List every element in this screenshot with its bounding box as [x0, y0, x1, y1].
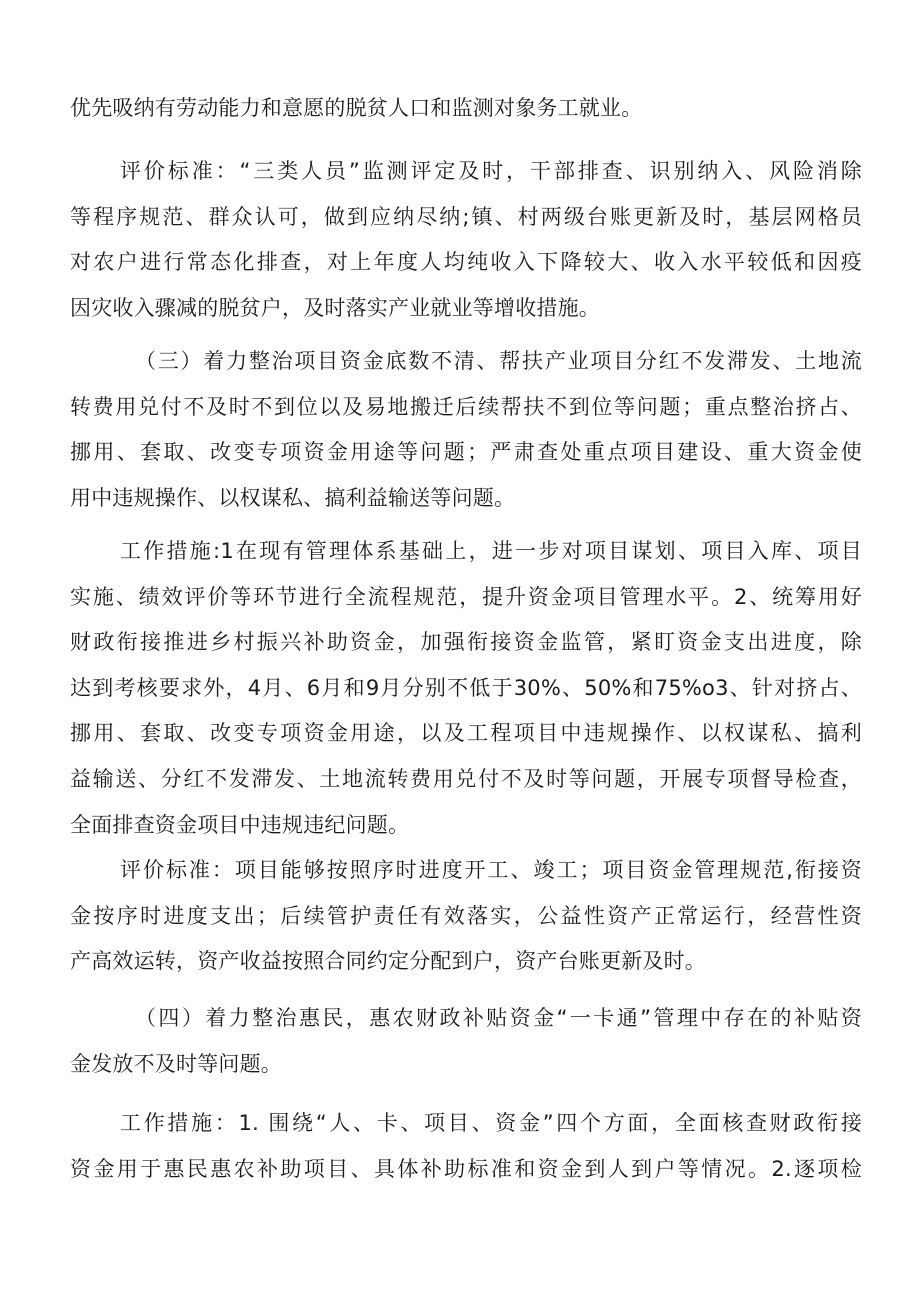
paragraph-line: 等程序规范、群众认可，做到应纳尽纳;镇、村两级台账更新及时，基层网格员	[70, 204, 862, 229]
paragraph-line: 实施、绩效评价等环节进行全流程规范，提升资金项目管理水平。2、统筹用好	[70, 584, 862, 609]
paragraph-line: 评价标准：项目能够按照序时进度开工、竣工；项目资金管理规范,衔接资	[120, 858, 862, 882]
paragraph-line: 财政衔接推进乡村振兴补助资金，加强衔接资金监管，紧盯资金支出进度，除	[70, 630, 862, 655]
paragraph-4-work-measures	[70, 529, 862, 848]
paragraph-line: 金发放不及时等问题。	[70, 1051, 282, 1076]
paragraph-line: 全面排查资金项目中违规违纪问题。	[70, 812, 410, 837]
paragraph-line: 益输送、分红不发滞发、土地流转费用兑付不及时等问题，开展专项督导检查，	[70, 766, 862, 791]
paragraph-line: 达到考核要求外，4月、6月和9月分别不低于30%、50%和75%o3、针对挤占、	[70, 675, 862, 700]
paragraph-line: 挪用、套取、改变专项资金用途，以及工程项目中违规操作、以权谋私、搞利	[70, 721, 862, 746]
paragraph-line: 转费用兑付不及时不到位以及易地搬迁后续帮扶不到位等问题；重点整治挤占、	[70, 394, 862, 419]
paragraph-line: 金按序时进度支出；后续管护责任有效落实，公益性资产正常运行，经营性资	[70, 903, 862, 928]
paragraph-7-work-measures	[70, 1101, 862, 1192]
paragraph-line: 对农户进行常态化排查，对上年度人均纯收入下降较大、收入水平较低和因疫	[70, 250, 862, 275]
paragraph-1	[70, 86, 862, 132]
paragraph-5-evaluation-standard	[70, 848, 862, 985]
paragraph-line: 评价标准：“三类人员”监测评定及时，干部排查、识别纳入、风险消除	[120, 159, 862, 183]
paragraph-line: （三）着力整治项目资金底数不清、帮扶产业项目分红不发滞发、土地流	[135, 349, 862, 373]
paragraph-2-evaluation-standard	[70, 149, 862, 331]
paragraph-line: 挪用、套取、改变专项资金用途等问题；严肃查处重点项目建设、重大资金使	[70, 440, 862, 465]
paragraph-line: 工作措施:1在现有管理体系基础上，进一步对项目谋划、项目入库、项目	[120, 539, 862, 563]
paragraph-3-section-three	[70, 339, 862, 521]
paragraph-line: 用中违规操作、以权谋私、搞利益输送等问题。	[70, 485, 516, 510]
paragraph-line: 资金用于惠民惠农补助项目、具体补助标准和资金到人到户等情况。2.逐项检	[70, 1156, 862, 1181]
paragraph-line: 工作措施：1. 围绕“人、卡、项目、资金”四个方面，全面核查财政衔接	[120, 1111, 862, 1135]
paragraph-line: 因灾收入骤减的脱贫户，及时落实产业就业等增收措施。	[70, 295, 600, 320]
paragraph-line: （四）着力整治惠民，惠农财政补贴资金“一卡通”管理中存在的补贴资	[135, 1006, 862, 1030]
paragraph-line: 产高效运转，资产收益按照合同约定分配到户，资产台账更新及时。	[70, 949, 706, 974]
paragraph-6-section-four	[70, 996, 862, 1087]
paragraph-line: 优先吸纳有劳动能力和意愿的脱贫人口和监测对象务工就业。	[70, 96, 643, 120]
